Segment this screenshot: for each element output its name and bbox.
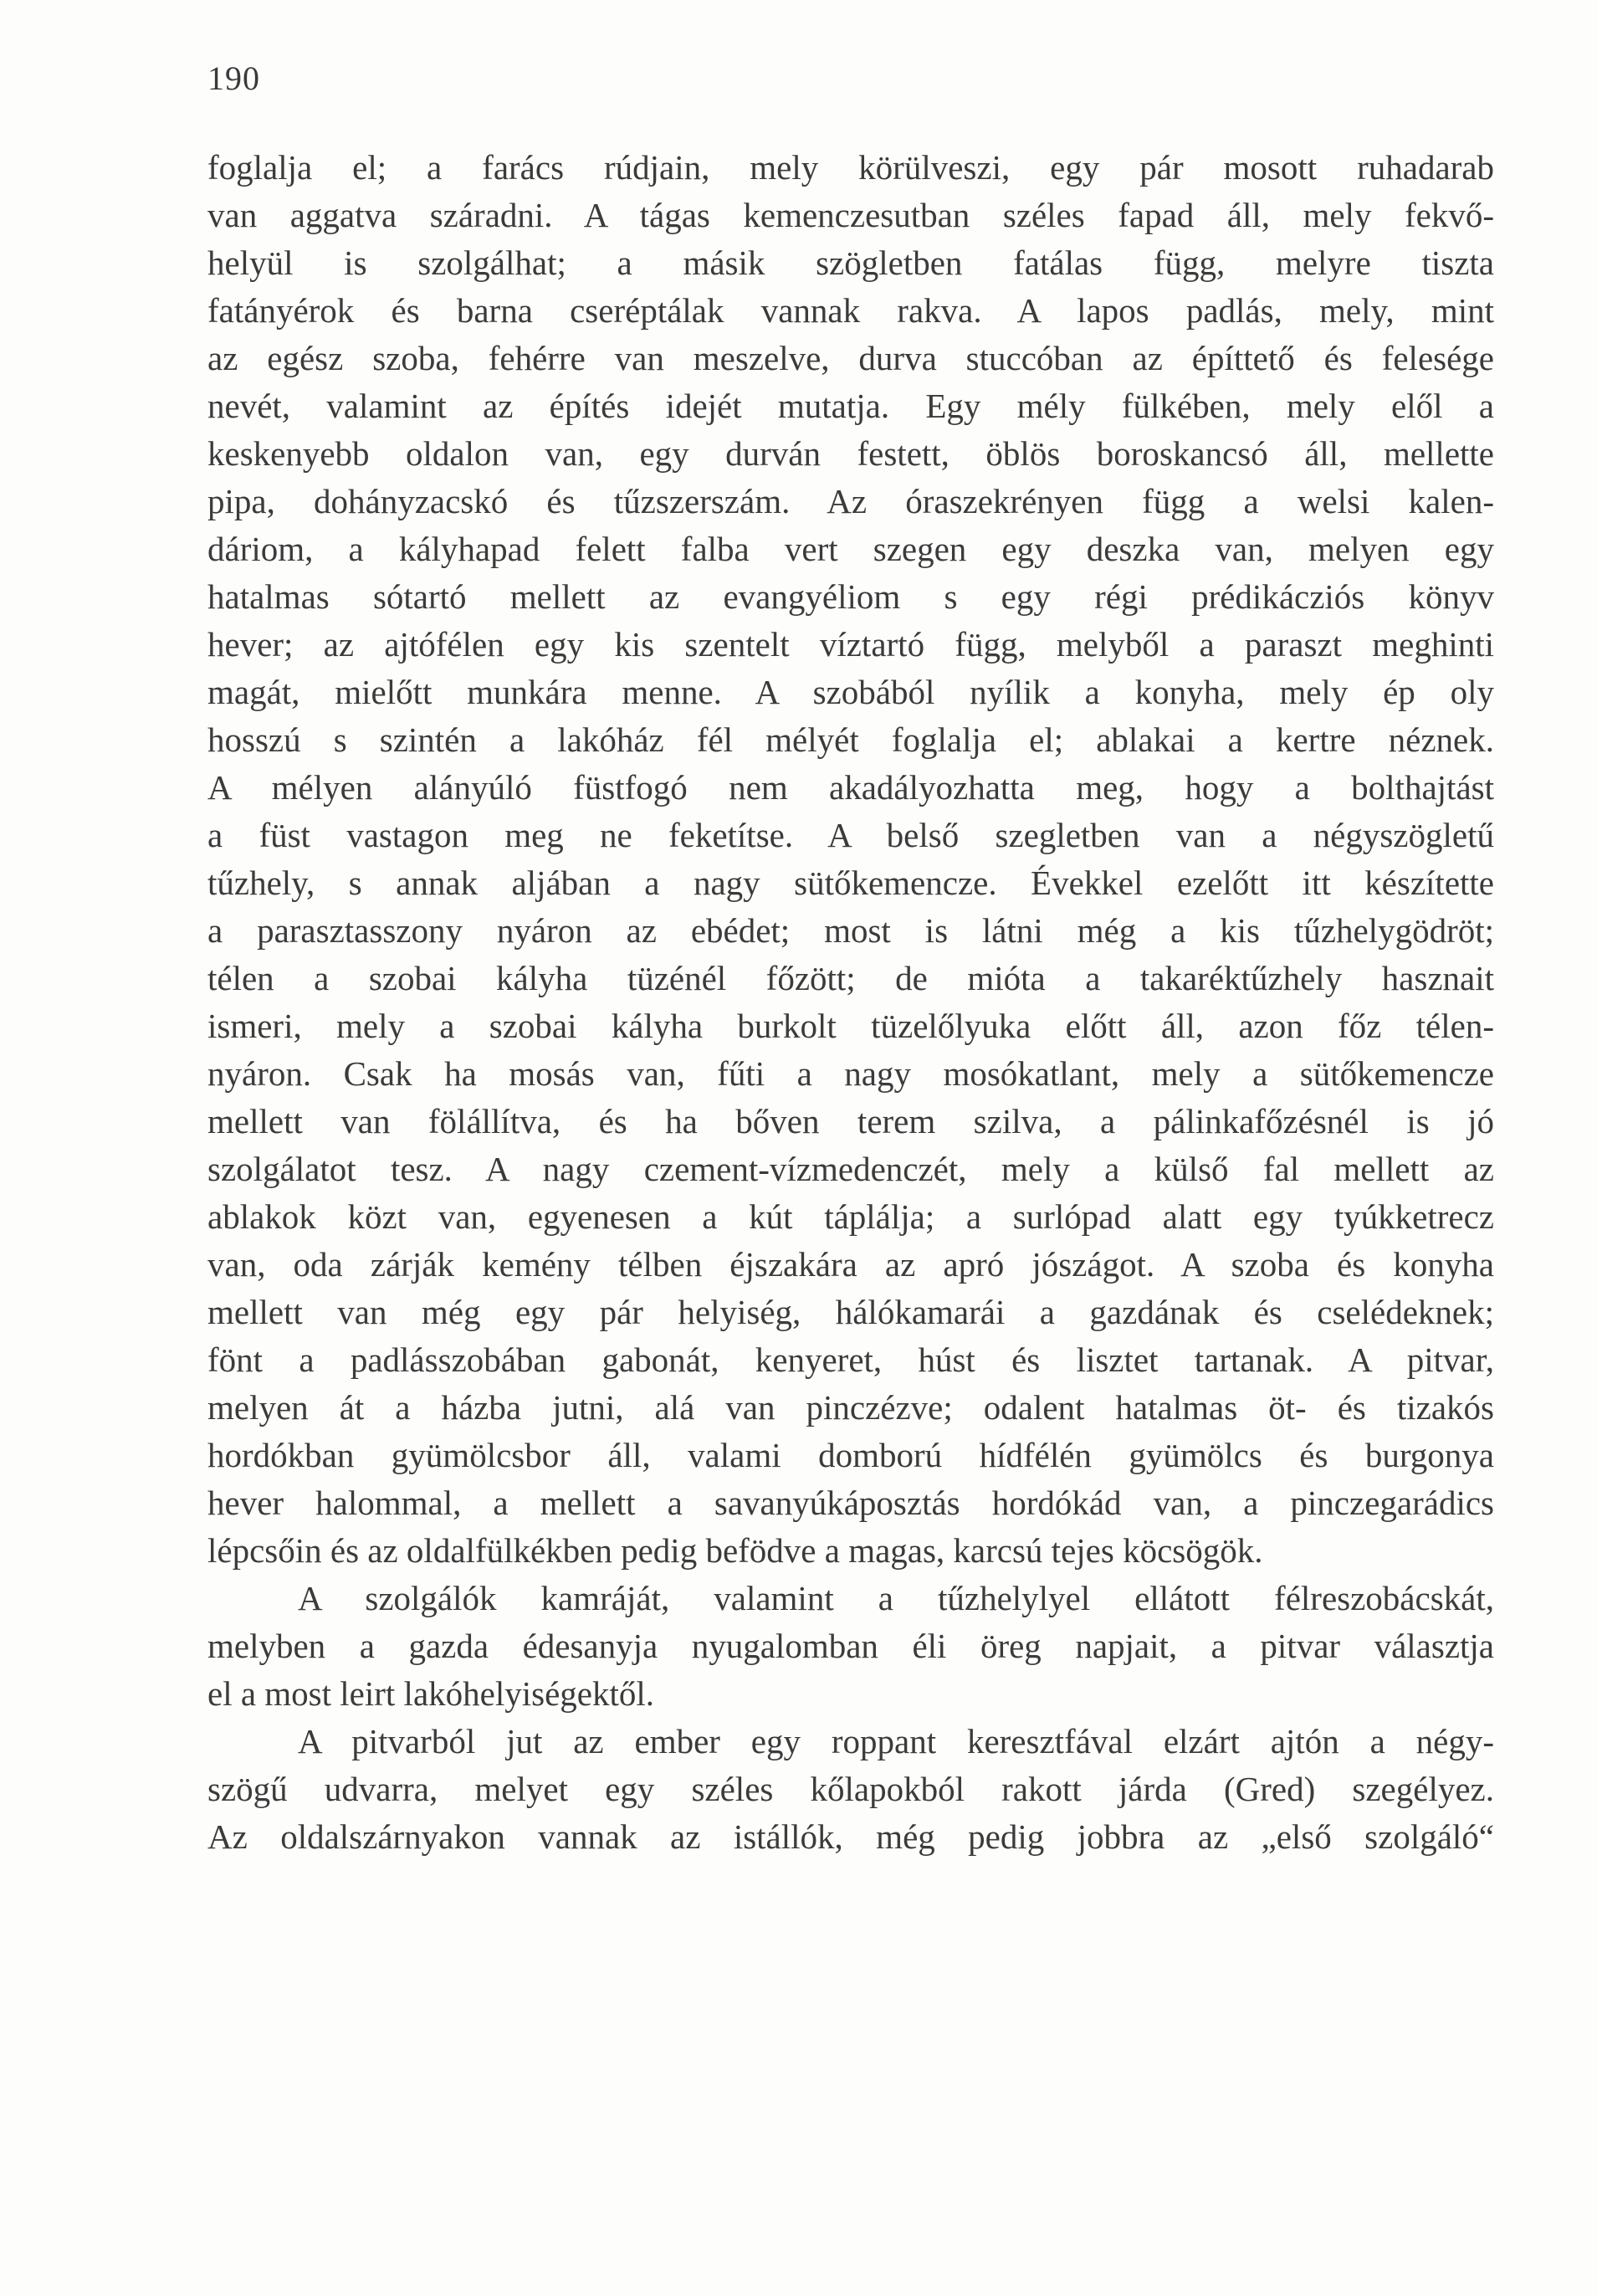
- text-line: nyáron. Csak ha mosás van, fűti a nagy mosókatlant, mely a sütőkemencze: [207, 1054, 1494, 1093]
- text-line: melyen át a házba jutni, alá van pinczézve; odalent hatalmas öt- és tizakós: [207, 1388, 1494, 1427]
- text-line: melyben a gazda édesanyja nyugalomban éli öreg napjait, a pitvar választja: [207, 1627, 1494, 1665]
- text-line: a füst vastagon meg ne feketítse. A belső szegletben van a négyszögletű: [207, 816, 1494, 854]
- text-line: foglalja el; a farács rúdjain, mely körülveszi, egy pár mosott ruhadarab: [207, 148, 1494, 187]
- text-line: tűzhely, s annak aljában a nagy sütőkemencze. Évekkel ezelőtt itt készítette: [207, 864, 1494, 902]
- text-line: van, oda zárják kemény télben éjszakára az apró jószágot. A szoba és konyha: [207, 1245, 1494, 1284]
- text-line: magát, mielőtt munkára menne. A szobából nyílik a konyha, mely ép oly: [207, 673, 1494, 711]
- text-line: nevét, valamint az építés idejét mutatja. Egy mély fülkében, mely elől a: [207, 387, 1494, 425]
- text-line: a parasztasszony nyáron az ebédet; most is látni még a kis tűzhelygödröt;: [207, 911, 1494, 950]
- text-line: szolgálatot tesz. A nagy czement-vízmedenczét, mely a külső fal mellett az: [207, 1150, 1494, 1188]
- text-line: keskenyebb oldalon van, egy durván festett, öblös boroskancsó áll, mellette: [207, 434, 1494, 473]
- text-line: A mélyen alányúló füstfogó nem akadályozhatta meg, hogy a bolthajtást: [207, 768, 1494, 807]
- text-line: fönt a padlásszobában gabonát, kenyeret, húst és lisztet tartanak. A pitvar,: [207, 1340, 1494, 1379]
- text-line: mellett van még egy pár helyiség, hálókamarái a gazdának és cselédeknek;: [207, 1293, 1494, 1331]
- page-number: 190: [207, 59, 260, 97]
- text-line: hatalmas sótartó mellett az evangyéliom s egy régi prédikácziós könyv: [207, 577, 1494, 616]
- text-line: pipa, dohányzacskó és tűzszerszám. Az óraszekrényen függ a welsi kalen-: [207, 482, 1494, 520]
- text-line: ismeri, mely a szobai kályha burkolt tüzelőlyuka előtt áll, azon főz télen-: [207, 1007, 1494, 1045]
- text-line: télen a szobai kályha tüzénél főzött; de mióta a takaréktűzhely hasznait: [207, 959, 1494, 997]
- text-line: A pitvarból jut az ember egy roppant keresztfával elzárt ajtón a négy-: [298, 1722, 1494, 1760]
- text-line: dáriom, a kályhapad felett falba vert szegen egy deszka van, melyen egy: [207, 530, 1494, 568]
- paragraph: [207, 144, 1494, 1575]
- text-line: Az oldalszárnyakon vannak az istállók, még pedig jobbra az „első szolgáló“: [207, 1817, 1494, 1856]
- text-line: A szolgálók kamráját, valamint a tűzhelylyel ellátott félreszobácskát,: [298, 1579, 1494, 1617]
- text-line: hever; az ajtófélen egy kis szentelt víztartó függ, melyből a paraszt meghinti: [207, 625, 1494, 664]
- text-line: van aggatva száradni. A tágas kemenczesutban széles fapad áll, mely fekvő-: [207, 196, 1494, 234]
- text-line: el a most leirt lakóhelyiségektől.: [207, 1674, 655, 1713]
- text-line: ablakok közt van, egyenesen a kút táplálja; a surlópad alatt egy tyúkketrecz: [207, 1197, 1494, 1236]
- text-line: fatányérok és barna cseréptálak vannak rakva. A lapos padlás, mely, mint: [207, 291, 1494, 330]
- text-line: lépcsőin és az oldalfülkékben pedig befödve a magas, karcsú tejes köcsögök.: [207, 1531, 1263, 1570]
- text-body: [207, 144, 1494, 1861]
- paragraph: [207, 1718, 1494, 1861]
- text-line: mellett van fölállítva, és ha bőven terem szilva, a pálinkafőzésnél is jó: [207, 1102, 1494, 1140]
- text-line: hordókban gyümölcsbor áll, valami domború hídfélén gyümölcs és burgonya: [207, 1436, 1494, 1474]
- text-line: hever halommal, a mellett a savanyúkáposztás hordókád van, a pinczegarádics: [207, 1484, 1494, 1522]
- text-line: hosszú s szintén a lakóház fél mélyét foglalja el; ablakai a kertre néznek.: [207, 720, 1494, 759]
- text-line: helyül is szolgálhat; a másik szögletben fatálas függ, melyre tiszta: [207, 243, 1494, 282]
- text-line: az egész szoba, fehérre van meszelve, durva stuccóban az építtető és felesége: [207, 339, 1494, 377]
- text-line: szögű udvarra, melyet egy széles kőlapokból rakott járda (Gred) szegélyez.: [207, 1770, 1494, 1808]
- paragraph: [207, 1575, 1494, 1718]
